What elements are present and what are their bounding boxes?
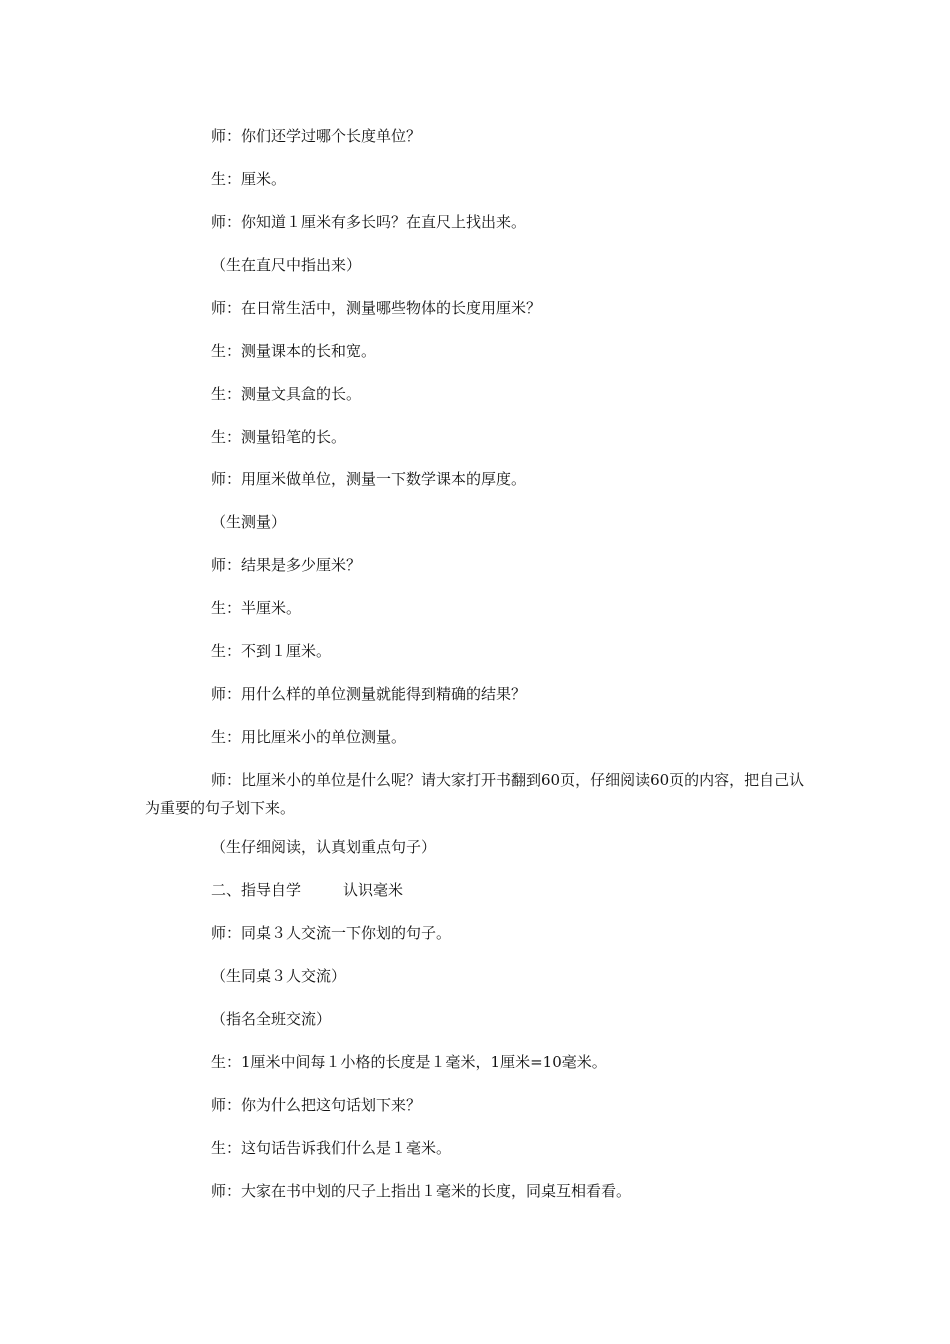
text-line-5: 师：在日常生活中，测量哪些物体的长度用厘米？ [211, 299, 542, 317]
text-line-10: （生测量） [211, 513, 287, 531]
text-line-21: （指名全班交流） [211, 1010, 332, 1028]
text-line-20: （生同桌３人交流） [211, 967, 347, 985]
text-line-13: 生：不到１厘米。 [211, 642, 332, 660]
text-line-15: 生：用比厘米小的单位测量。 [211, 728, 407, 746]
text-line-3: 师：你知道１厘米有多长吗？在直尺上找出来。 [211, 213, 527, 231]
text-line-25: 师：大家在书中划的尺子上指出１毫米的长度，同桌互相看看。 [211, 1182, 632, 1200]
text-line-14: 师：用什么样的单位测量就能得到精确的结果？ [211, 685, 527, 703]
text-line-19: 师：同桌３人交流一下你划的句子。 [211, 924, 452, 942]
text-line-17: （生仔细阅读，认真划重点句子） [211, 838, 437, 856]
text-line-12: 生：半厘米。 [211, 599, 302, 617]
text-line-1: 师：你们还学过哪个长度单位？ [211, 127, 422, 145]
text-line-23: 师：你为什么把这句话划下来？ [211, 1096, 422, 1114]
text-line-6: 生：测量课本的长和宽。 [211, 342, 377, 360]
text-line-8: 生：测量铅笔的长。 [211, 428, 347, 446]
text-line-4: （生在直尺中指出来） [211, 256, 362, 274]
text-paragraph-16: 师：比厘米小的单位是什么呢？请大家打开书翻到60页，仔细阅读60页的内容，把自己认为重要的句子划下来。 [145, 771, 805, 817]
text-line-11: 师：结果是多少厘米？ [211, 556, 362, 574]
text-line-24: 生：这句话告诉我们什么是１毫米。 [211, 1139, 452, 1157]
text-line-22: 生：1厘米中间每１小格的长度是１毫米，1厘米=10毫米。 [211, 1053, 607, 1071]
section-subheading: 认识毫米 [343, 881, 404, 899]
section-heading: 二、指导自学 认识毫米 [211, 881, 404, 899]
text-line-9: 师：用厘米做单位，测量一下数学课本的厚度。 [211, 470, 527, 488]
text-line-2: 生：厘米。 [211, 170, 287, 188]
text-line-7: 生：测量文具盒的长。 [211, 385, 362, 403]
